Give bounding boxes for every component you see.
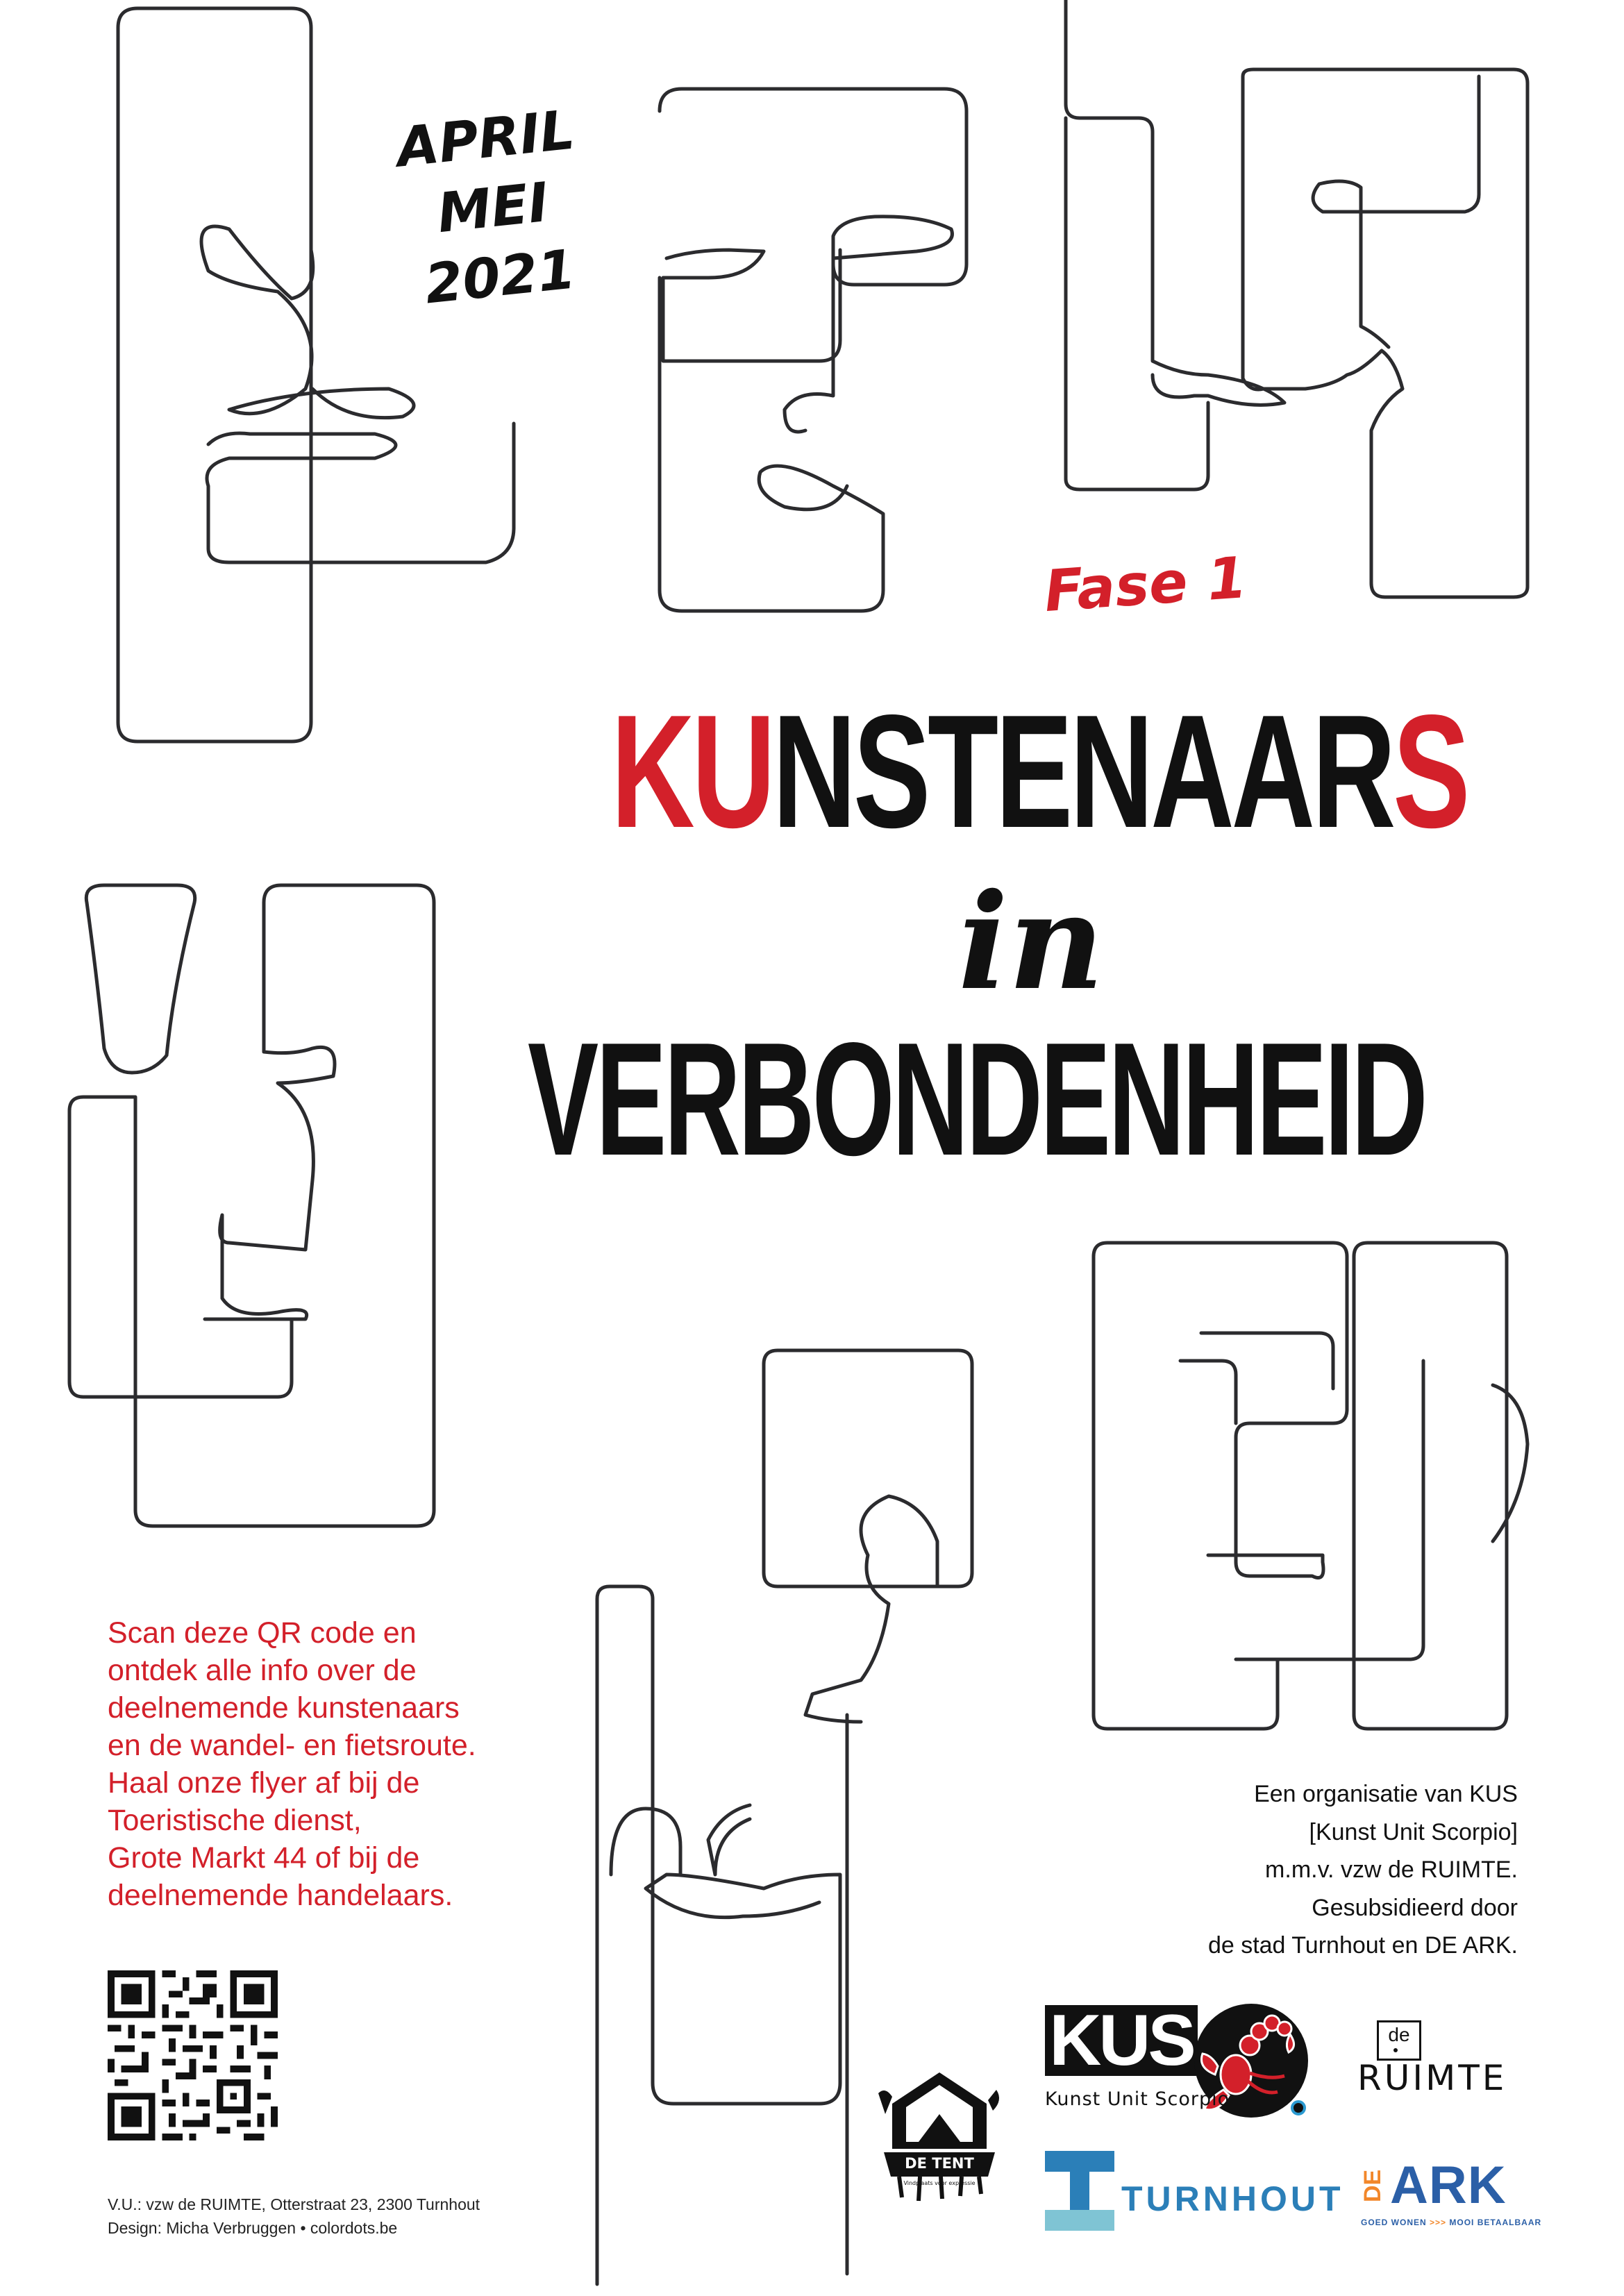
title-black-middle: NSTENAAR — [772, 682, 1393, 862]
ark-logo — [1359, 2156, 1542, 2234]
credits — [108, 2193, 594, 2240]
face-top-center — [660, 89, 966, 611]
face-bottom-right — [1094, 1243, 1527, 1729]
tent-tagline: Vindplaats voor expressie — [903, 2180, 976, 2186]
qr-instructions-line: deelnemende handelaars. — [108, 1879, 453, 1912]
ruimte-wordmark: RUIMTE — [1357, 2058, 1507, 2098]
face-top-right — [1066, 0, 1527, 597]
turnhout-t-icon — [1045, 2151, 1114, 2231]
date-year: 2021 — [421, 238, 579, 317]
organisation-line: de stad Turnhout en DE ARK. — [1207, 1932, 1518, 1959]
organisation-info — [990, 1775, 1518, 1965]
ark-wordmark: ARK — [1390, 2156, 1507, 2215]
qr-instructions-line: deelnemende kunstenaars — [108, 1691, 460, 1725]
qr-instructions-line: Grote Markt 44 of bij de — [108, 1841, 420, 1875]
organisation-line: Een organisatie van KUS — [1254, 1781, 1518, 1807]
organisation-line: [Kunst Unit Scorpio] — [1309, 1818, 1518, 1845]
kus-wordmark: KUS — [1045, 2005, 1198, 2076]
turnhout-logo — [1045, 2151, 1344, 2231]
credit-design: Design: Micha Verbruggen • colordots.be — [108, 2219, 398, 2237]
ark-tagline — [1361, 2218, 1541, 2227]
ark-tagline-arrows: >>> — [1430, 2218, 1447, 2227]
kus-logo — [1045, 1998, 1316, 2123]
date-month-1: APRIL — [394, 99, 578, 180]
organisation-line: Gesubsidieerd door — [1312, 1894, 1518, 1921]
turnhout-wordmark: TURNHOUT — [1121, 2179, 1344, 2218]
qr-instructions — [108, 1614, 594, 1914]
qr-code-icon[interactable] — [108, 1970, 278, 2140]
qr-instructions-line: ontdek alle info over de — [108, 1654, 417, 1687]
qr-instructions-line: en de wandel- en fietsroute. — [108, 1729, 476, 1762]
organisation-line: m.m.v. vzw de RUIMTE. — [1265, 1857, 1518, 1883]
tent-word: DE TENT — [905, 2155, 974, 2172]
date-month-2: MEI — [434, 171, 552, 246]
title-line-verbondenheid: VERBONDENHEID — [528, 1009, 1425, 1189]
qr-instructions-line: Toeristische dienst, — [108, 1804, 362, 1837]
qr-instructions-line: Scan deze QR code en — [108, 1616, 417, 1650]
ruimte-de-box: de — [1377, 2020, 1421, 2061]
ruimte-dot — [1393, 2048, 1398, 2052]
ark-tagline-right: MOOI BETAALBAAR — [1449, 2218, 1542, 2227]
title-red-suffix: S — [1393, 682, 1468, 862]
phase-label: Fase 1 — [1042, 544, 1249, 626]
title-red-prefix: KU — [611, 682, 773, 862]
ark-de: DE — [1359, 2169, 1386, 2202]
tent-logo-icon — [864, 2065, 1014, 2204]
title-line-in: in — [958, 864, 1105, 1019]
face-mid-left — [69, 885, 434, 1526]
ruimte-logo — [1357, 2020, 1524, 2097]
qr-instructions-line: Haal onze flyer af bij de — [108, 1766, 420, 1800]
credit-vu: V.U.: vzw de RUIMTE, Otterstraat 23, 2300 Turnhout — [108, 2195, 480, 2213]
ark-tagline-left: GOED WONEN — [1361, 2218, 1427, 2227]
event-dates — [351, 91, 635, 326]
title-line-kunstenaars — [611, 679, 1467, 864]
kus-subtitle: Kunst Unit Scorpio — [1045, 2088, 1230, 2110]
